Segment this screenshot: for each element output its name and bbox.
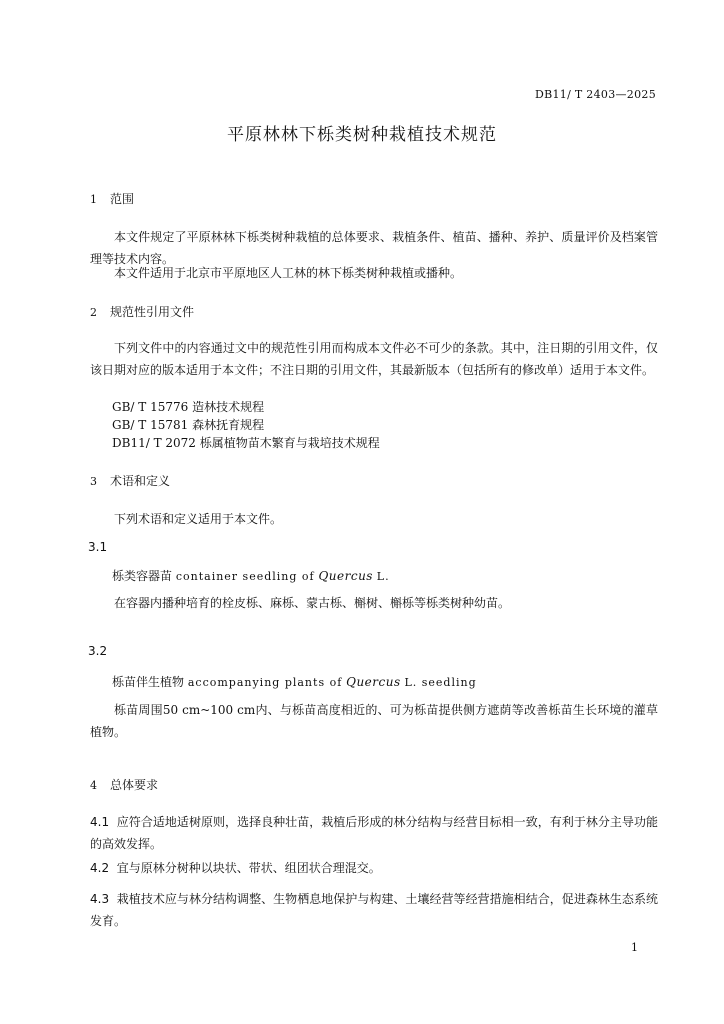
section-3-heading — [90, 472, 170, 489]
term-number: 3.2 — [88, 644, 108, 658]
term-genus: Quercus — [346, 675, 401, 689]
term-name-tail: L. seedling — [404, 676, 477, 689]
clause-4-3 — [90, 888, 658, 932]
term-definition: 在容器内播种培育的栓皮栎、麻栎、蒙古栎、槲树、槲栎等栎类树种幼苗。 — [114, 596, 511, 610]
page-number: 1 — [631, 941, 638, 954]
section-title: 范围 — [110, 192, 135, 206]
reference-item: GB/ T 15781 森林抚育规程 — [112, 418, 265, 432]
term-name-tail: L. — [376, 570, 390, 583]
term-name-en: container seedling of — [175, 570, 315, 583]
section-3-paragraph-1: 下列术语和定义适用于本文件。 — [114, 512, 283, 526]
clause-text: 宜与原林分树种以块状、带状、组团状合理混交。 — [116, 861, 381, 875]
section-title: 规范性引用文件 — [110, 305, 195, 319]
standard-code: DB11/ T 2403—2025 — [534, 88, 656, 101]
section-number: 3 — [90, 475, 97, 488]
term-heading — [112, 673, 477, 690]
term-name-en: accompanying plants of — [187, 676, 343, 689]
term-number: 3.1 — [88, 540, 108, 554]
clause-text: 应符合适地适树原则，选择良种壮苗，栽植后形成的林分结构与经营目标相一致，有利于林分主导功能的高效发挥。 — [90, 815, 658, 851]
section-1-paragraph-2: 本文件适用于北京市平原地区人工林的林下栎类树种栽植或播种。 — [114, 266, 463, 280]
clause-4-2 — [90, 857, 658, 879]
section-number: 4 — [90, 779, 97, 792]
section-title: 总体要求 — [110, 778, 159, 792]
term-definition: 栎苗周围50 cm~100 cm内、与栎苗高度相近的、可为栎苗提供侧方遮荫等改善栎苗生长环境的灌草植物。 — [90, 703, 658, 739]
term-genus: Quercus — [318, 569, 373, 583]
reference-item: DB11/ T 2072 栎属植物苗木繁育与栽培技术规程 — [112, 436, 380, 450]
term-name-zh: 栎苗伴生植物 — [112, 675, 185, 689]
clause-number: 4.1 — [90, 815, 110, 829]
document-title: 平原林林下栎类树种栽植技术规范 — [227, 125, 497, 145]
clause-number: 4.3 — [90, 892, 110, 906]
section-number: 2 — [90, 306, 97, 319]
term-name-zh: 栎类容器苗 — [112, 569, 173, 583]
section-2-paragraph-1: 下列文件中的内容通过文中的规范性引用而构成本文件必不可少的条款。其中，注日期的引用文件，仅该日期对应的版本适用于本文件；不注日期的引用文件，其最新版本（包括所有的修改单）适用于本文件。 — [90, 341, 658, 377]
clause-number: 4.2 — [90, 861, 110, 875]
section-number: 1 — [90, 193, 97, 206]
clause-text: 栽植技术应与林分结构调整、生物栖息地保护与构建、土壤经营等经营措施相结合，促进森林生态系统发育。 — [90, 892, 658, 928]
section-title: 术语和定义 — [110, 474, 171, 488]
section-4-heading — [90, 776, 158, 793]
term-heading — [112, 567, 390, 584]
section-2-heading — [90, 303, 194, 320]
clause-4-1 — [90, 811, 658, 855]
section-1-heading — [90, 190, 134, 207]
reference-item: GB/ T 15776 造林技术规程 — [112, 400, 265, 414]
section-1-paragraph-1: 本文件规定了平原林林下栎类树种栽植的总体要求、栽植条件、植苗、播种、养护、质量评价及档案管理等技术内容。 — [90, 230, 658, 266]
